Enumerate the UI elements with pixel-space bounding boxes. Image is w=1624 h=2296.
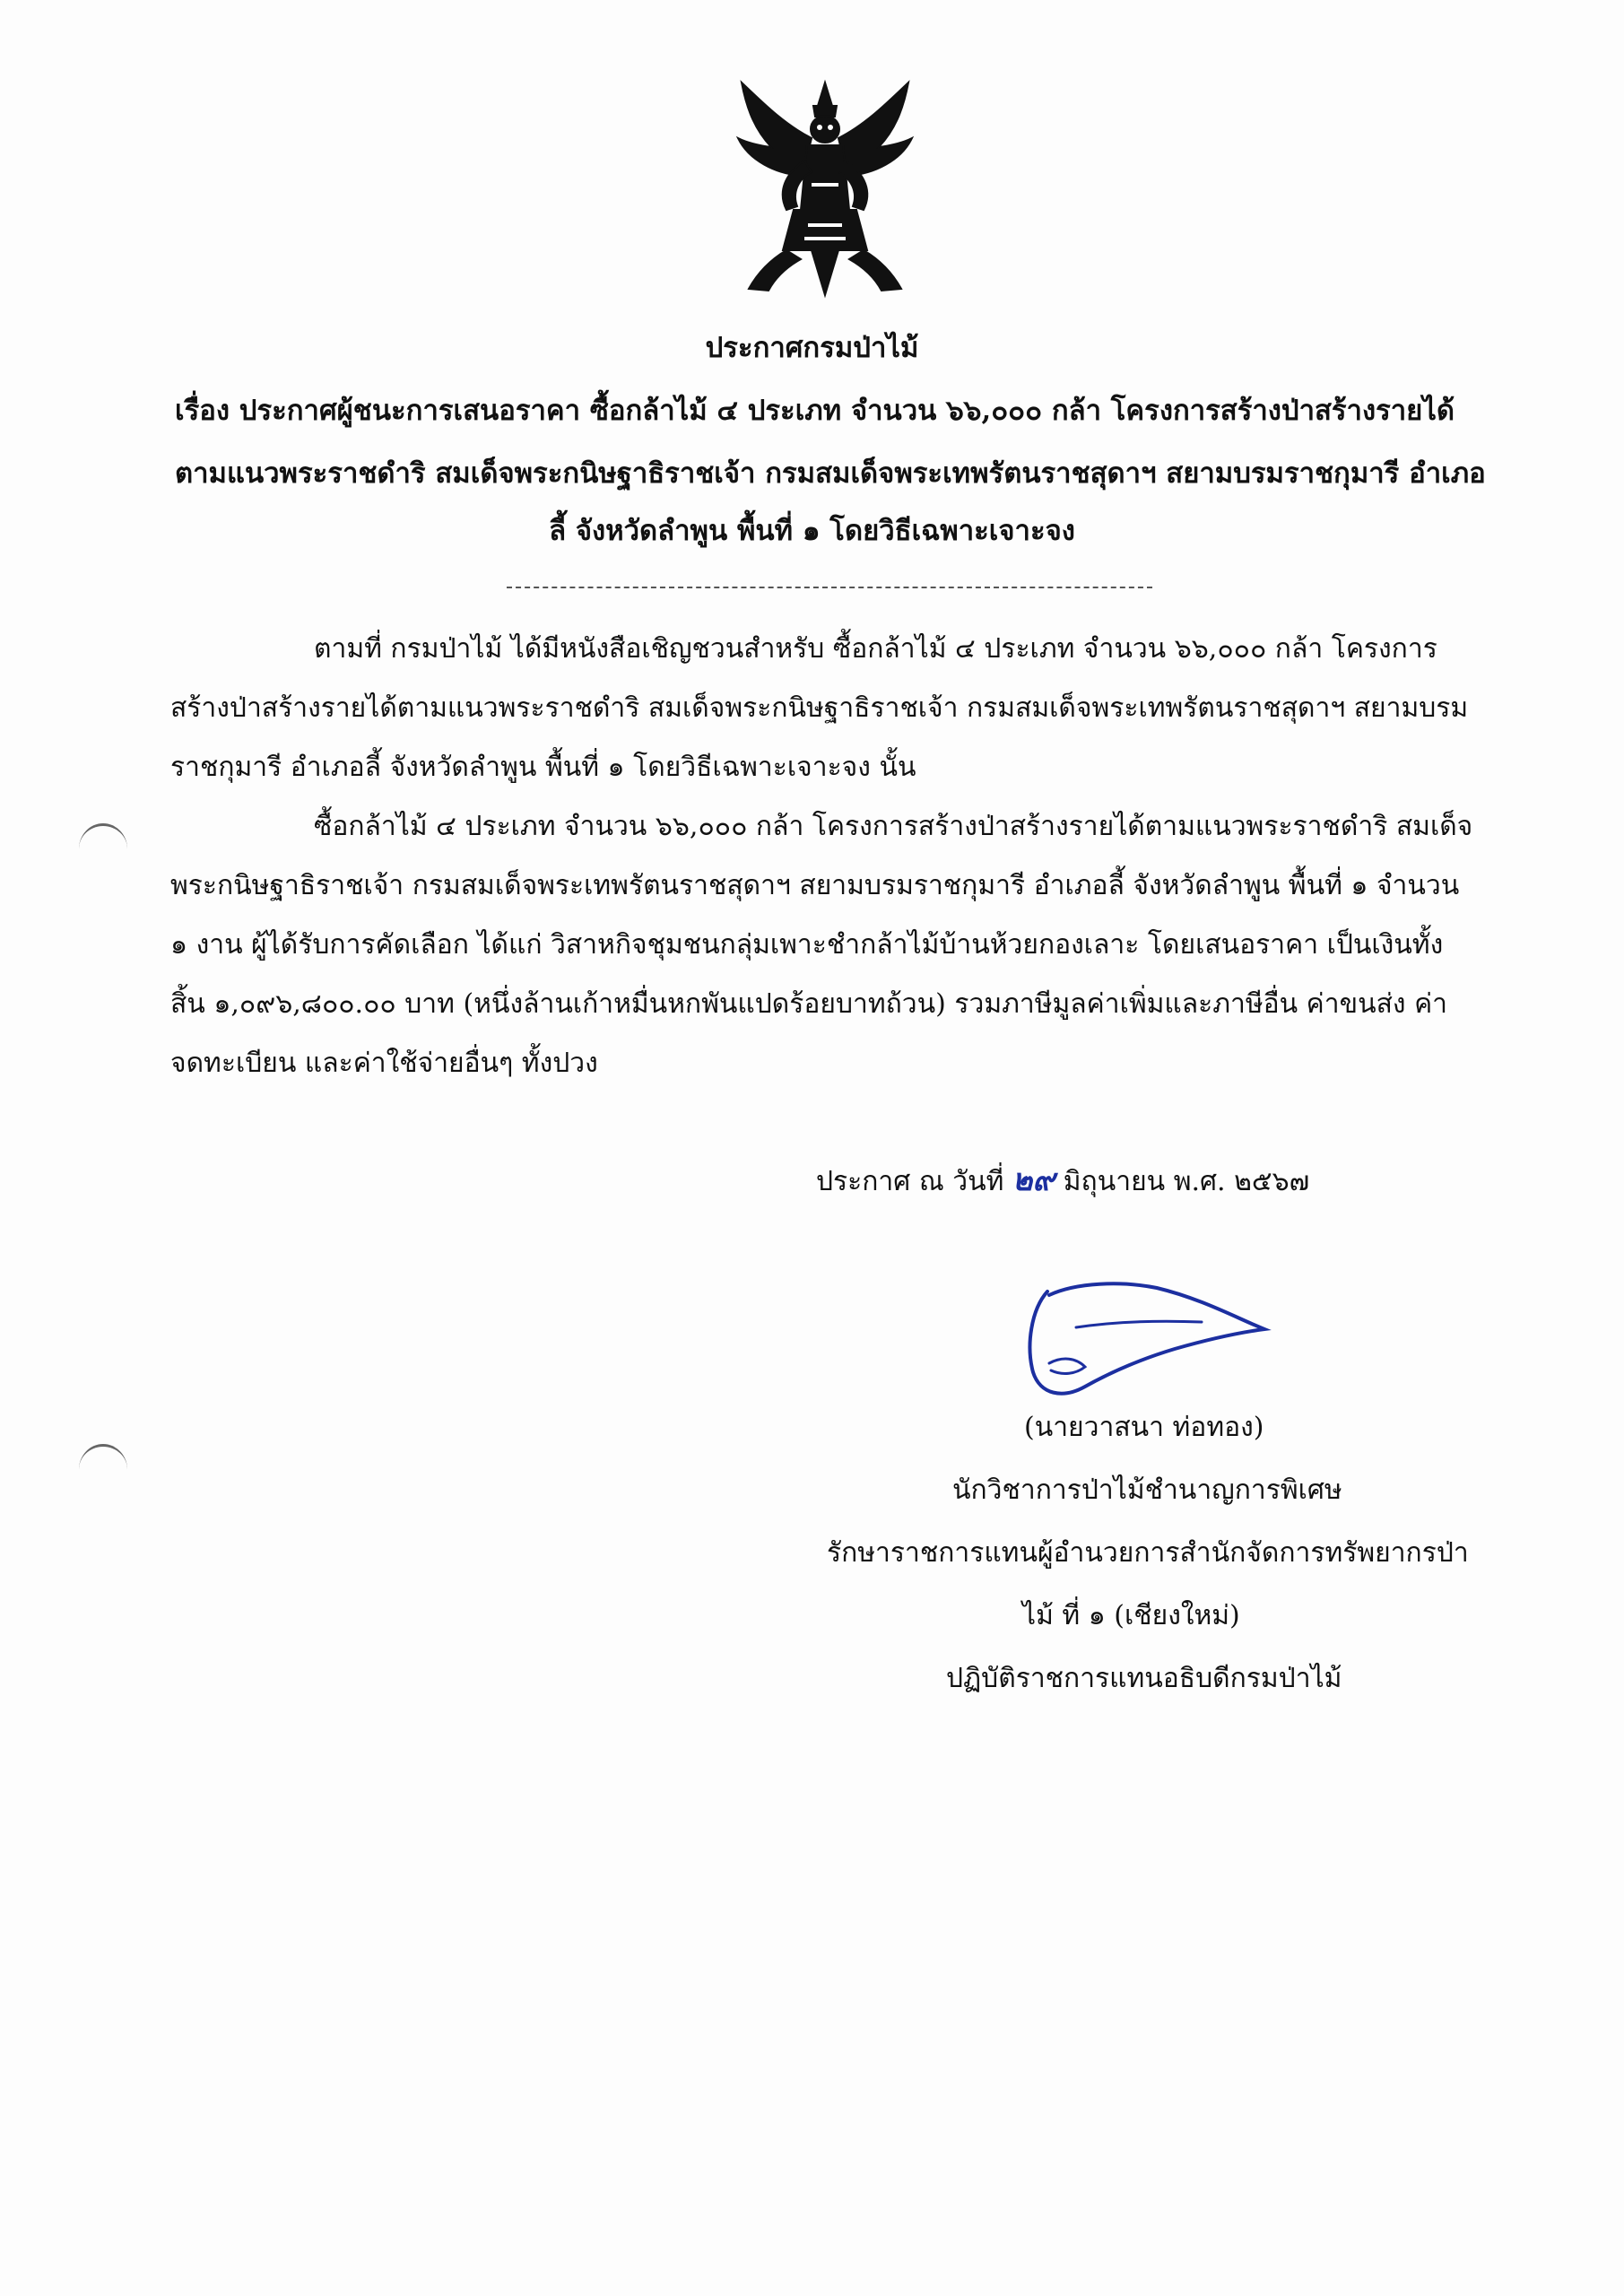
para2-line-3: ๑ งาน ผู้ได้รับการคัดเลือก ได้แก่ วิสาหกิจชุมชนกลุ่มเพาะชำกล้าไม้บ้านห้วยกองเลาะ โดยเสนอราคา เป็นเงินทั้ง xyxy=(170,929,1444,961)
signatory-position-4: ปฏิบัติราชการแทนอธิบดีกรมป่าไม้ xyxy=(946,1663,1342,1694)
subject-line-1: เรื่อง ประกาศผู้ชนะการเสนอราคา ซื้อกล้าไม้ ๔ ประเภท จำนวน ๖๖,๐๐๐ กล้า โครงการสร้างป่าสร้างรายได้ xyxy=(175,395,1455,427)
punch-hole-mark-top xyxy=(79,823,127,874)
garuda-emblem-icon xyxy=(722,75,928,300)
punch-hole-mark-bottom xyxy=(79,1444,127,1495)
para2-line-4: สิ้น ๑,๐๙๖,๘๐๐.๐๐ บาท (หนึ่งล้านเก้าหมื่นหกพันแปดร้อยบาทถ้วน) รวมภาษีมูลค่าเพิ่มและภาษีอื่น ค่าขนส่ง ค่า xyxy=(170,988,1448,1020)
subject-line-3: ลี้ จังหวัดลำพูน พื้นที่ ๑ โดยวิธีเฉพาะเจาะจง xyxy=(549,515,1075,547)
header-divider xyxy=(507,587,1152,588)
signatory-position-3: ไม้ ที่ ๑ (เชียงใหม่) xyxy=(1022,1600,1240,1631)
subject-line-2: ตามแนวพระราชดำริ สมเด็จพระกนิษฐาธิราชเจ้า กรมสมเด็จพระเทพรัตนราชสุดาฯ สยามบรมราชกุมารี อำเภอ xyxy=(175,457,1486,490)
date-day-handwritten: ๒๙ xyxy=(1012,1162,1055,1198)
date-suffix: มิถุนายน พ.ศ. ๒๕๖๗ xyxy=(1063,1166,1310,1197)
signatory-position-1: นักวิชาการป่าไม้ชำนาญการพิเศษ xyxy=(952,1474,1342,1506)
signatory-name: (นายวาสนา ท่อทอง) xyxy=(1024,1412,1264,1443)
issuer-heading: ประกาศกรมป่าไม้ xyxy=(705,332,919,364)
para1-line-1: ตามที่ กรมป่าไม้ ได้มีหนังสือเชิญชวนสำหรับ ซื้อกล้าไม้ ๔ ประเภท จำนวน ๖๖,๐๐๐ กล้า โครงการ xyxy=(314,633,1437,665)
para2-line-1: ซื้อกล้าไม้ ๔ ประเภท จำนวน ๖๖,๐๐๐ กล้า โครงการสร้างป่าสร้างรายได้ตามแนวพระราชดำริ สมเด็จ xyxy=(314,811,1473,842)
announcement-date xyxy=(816,1162,1309,1200)
handwritten-signature xyxy=(1022,1274,1282,1408)
date-prefix: ประกาศ ณ วันที่ xyxy=(816,1166,1004,1197)
signatory-position-2: รักษาราชการแทนผู้อำนวยการสำนักจัดการทรัพยากรป่า xyxy=(827,1537,1469,1569)
para1-line-2: สร้างป่าสร้างรายได้ตามแนวพระราชดำริ สมเด็จพระกนิษฐาธิราชเจ้า กรมสมเด็จพระเทพรัตนราชสุดาฯ สยามบรม xyxy=(170,692,1469,724)
para1-line-3: ราชกุมารี อำเภอลี้ จังหวัดลำพูน พื้นที่ ๑ โดยวิธีเฉพาะเจาะจง นั้น xyxy=(170,752,916,783)
para2-line-5: จดทะเบียน และค่าใช้จ่ายอื่นๆ ทั้งปวง xyxy=(170,1048,598,1079)
para2-line-2: พระกนิษฐาธิราชเจ้า กรมสมเด็จพระเทพรัตนราชสุดาฯ สยามบรมราชกุมารี อำเภอลี้ จังหวัดลำพูน พื้นที่ ๑ จำนวน xyxy=(170,870,1460,901)
